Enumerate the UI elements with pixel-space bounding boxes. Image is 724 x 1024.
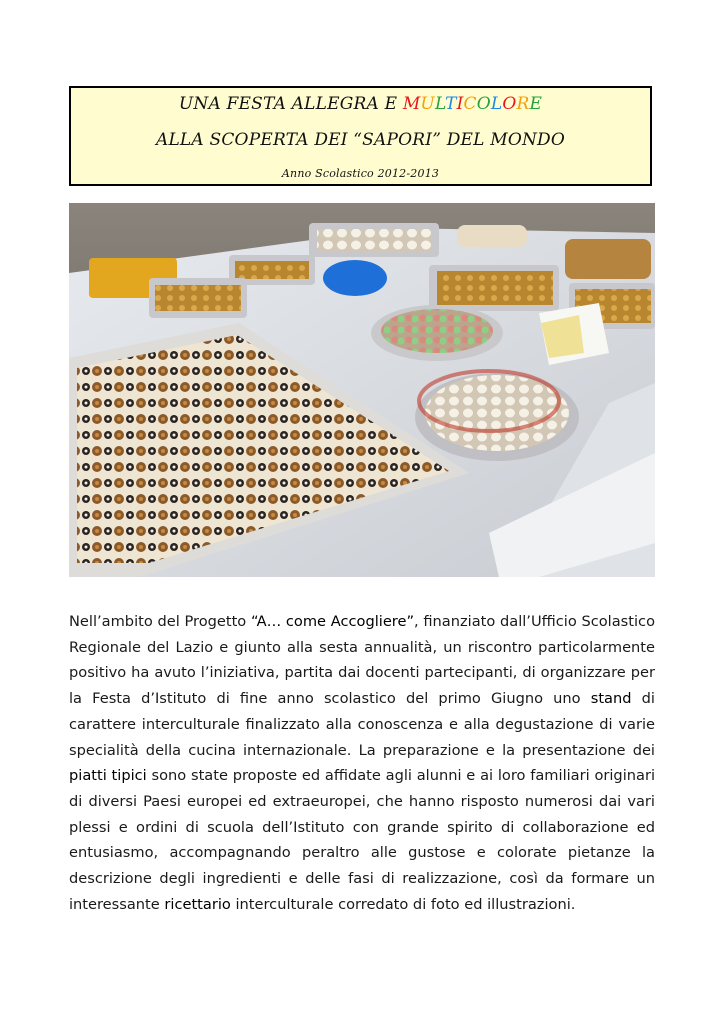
text-segment-3: di carattere interculturale finalizzato alla conoscenza e alla degustazione di varie specialità della cucina internazionale. La preparazione e la presentazione dei [69,690,655,759]
multicolor-letter: U [420,94,435,114]
multicolor-letter: O [502,94,517,114]
multicolor-letter: O [476,94,491,114]
multicolor-letter: L [490,94,503,114]
food-photo-illustration [69,203,655,577]
text-segment-2: , finanziato dall’Ufficio Scolastico Regionale del Lazio e giunto alla sesta annualità, un riscontro particolarmente positivo ha avuto l’iniziativa, partita dai docenti partecipanti, di organizzare per la Festa d’Istituto di fine anno scolastico del primo Giugno uno [69,613,655,708]
text-segment-4: sono state proposte ed affidate agli alunni e ai loro familiari originari di diversi Paesi europei ed extraeuropei, che hanno risposto numerosi dai vari plessi e ordini di scuola dell’Istituto con grande spirito di collaborazione ed entusiasmo, accompagnando peraltro alle gustose e colorate pietanze la descrizione degli ingredienti e delle fasi di realizzazione, così da formare un interessante [69,767,655,913]
multicolor-letter: L [434,94,446,114]
text-segment-5: interculturale corredato di foto ed illustrazioni. [230,895,576,913]
multicolor-letter: C [463,94,477,114]
multicolor-word [403,94,542,114]
multicolor-letter: T [445,94,457,114]
title-line-1 [71,94,650,114]
text-segment-1: Nell’ambito del Progetto [69,613,251,630]
multicolor-letter: R [516,94,530,114]
school-year: Anno Scolastico 2012-2013 [281,167,440,180]
multicolor-letter: I [456,94,464,114]
body-paragraph [69,609,655,917]
piatti-tipici-highlight: piatti tipici [69,767,147,785]
stand-highlight: stand [590,690,632,708]
project-name: “A… come Accogliere” [250,613,415,630]
title-box [69,86,652,186]
multicolor-letter: M [402,94,421,114]
title-prefix: UNA FESTA ALLEGRA E [178,94,403,114]
multicolor-letter: E [529,94,543,114]
title-line-2: ALLA SCOPERTA DEI “SAPORI” DEL MONDO [155,130,566,150]
ricettario-highlight: ricettario [164,895,231,913]
food-table-photo [69,203,655,577]
